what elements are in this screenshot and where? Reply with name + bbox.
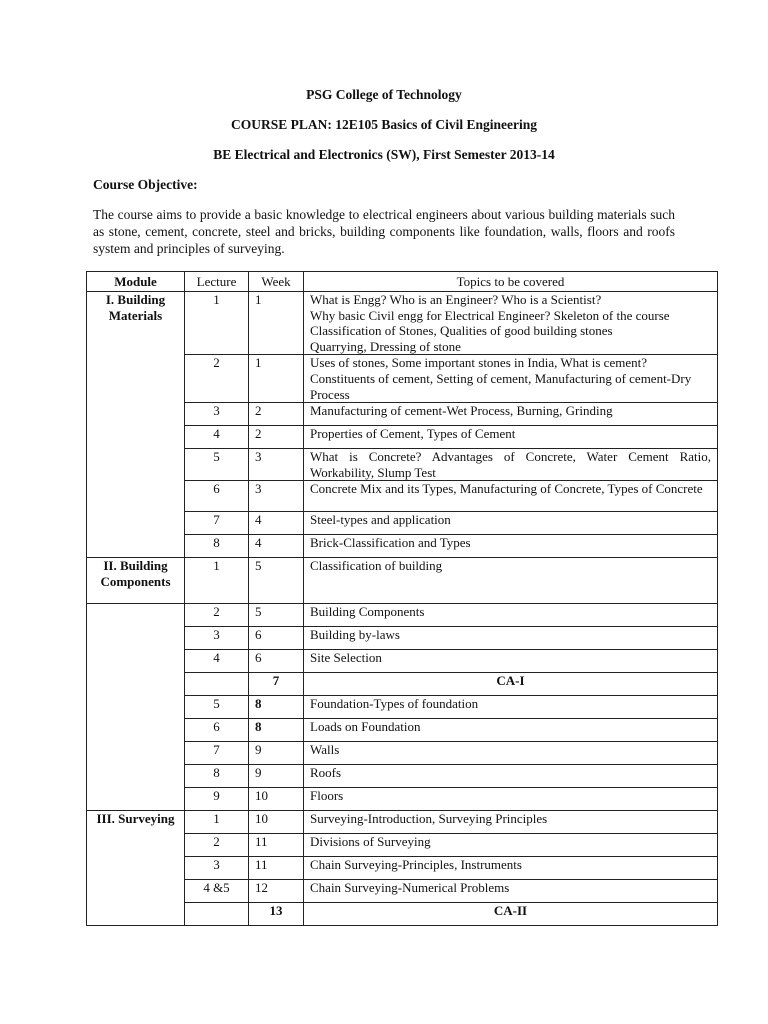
week-cell: 10 — [249, 788, 304, 811]
topics-cell — [304, 512, 718, 535]
topic-text: Chain Surveying-Numerical Problems — [310, 880, 510, 896]
institution-title: PSG College of Technology — [306, 87, 462, 102]
week-cell: 6 — [249, 650, 304, 673]
week-cell: 10 — [249, 811, 304, 834]
topics-cell — [304, 765, 718, 788]
week-cell: 1 — [249, 292, 304, 355]
topic-text: Quarrying, Dressing of stone — [310, 338, 461, 354]
lecture-cell: 2 — [185, 834, 249, 857]
topic-text: Loads on Foundation — [310, 719, 421, 735]
topics-cell — [304, 857, 718, 880]
lecture-cell: 2 — [185, 355, 249, 403]
week-cell: 11 — [249, 857, 304, 880]
lecture-cell: 3 — [185, 403, 249, 426]
topics-cell — [304, 811, 718, 834]
topics-cell — [304, 604, 718, 627]
lecture-cell: 6 — [185, 481, 249, 512]
topic-text: Chain Surveying-Principles, Instruments — [310, 857, 522, 873]
lecture-cell: 3 — [185, 627, 249, 650]
week-cell: 12 — [249, 880, 304, 903]
topic-text: What is Concrete? Advantages of Concrete, Water Cement Ratio, Workability, Slump Test — [310, 449, 711, 480]
topics-cell — [304, 788, 718, 811]
week-cell: 8 — [249, 719, 304, 742]
lecture-cell: 7 — [185, 512, 249, 535]
lecture-cell: 5 — [185, 449, 249, 481]
topic-text: Floors — [310, 788, 344, 804]
header-week: Week — [249, 272, 304, 292]
module-cell: III. Surveying — [87, 811, 185, 926]
program-title: BE Electrical and Electronics (SW), First Semester 2013-14 — [213, 147, 555, 162]
header-lecture: Lecture — [185, 272, 249, 292]
module-cell — [87, 604, 185, 811]
objective-text: The course aims to provide a basic knowledge to electrical engineers about various building materials such as stone, cement, concrete, steel and bricks, building components like foundation, walls, floors and roofs system and principles of surveying. — [93, 207, 675, 256]
topic-text: Manufacturing of cement-Wet Process, Burning, Grinding — [310, 403, 613, 419]
lecture-cell: 5 — [185, 696, 249, 719]
week-cell: 8 — [249, 696, 304, 719]
lecture-cell: 4 — [185, 426, 249, 449]
topic-text: Why basic Civil engg for Electrical Engineer? Skeleton of the course — [310, 307, 670, 323]
topic-text: Foundation-Types of foundation — [310, 696, 479, 712]
course-plan-title: COURSE PLAN: 12E105 Basics of Civil Engineering — [230, 117, 538, 132]
week-cell: 2 — [249, 403, 304, 426]
week-cell: 9 — [249, 742, 304, 765]
lecture-cell: 9 — [185, 788, 249, 811]
table-row — [87, 558, 718, 604]
week-cell: 5 — [249, 604, 304, 627]
topic-text: Walls — [310, 742, 340, 758]
topic-text: What is Engg? Who is an Engineer? Who is a Scientist? — [310, 292, 602, 307]
topics-cell — [304, 535, 718, 558]
table-row — [87, 811, 718, 834]
lecture-cell: 2 — [185, 604, 249, 627]
lecture-cell — [185, 903, 249, 926]
week-cell: 6 — [249, 627, 304, 650]
topics-cell — [304, 449, 718, 481]
topic-text: Classification of Stones, Qualities of good building stones — [310, 323, 613, 339]
objective-heading: Course Objective: — [93, 177, 198, 192]
topics-cell — [304, 880, 718, 903]
assessment-cell: CA-I — [304, 673, 718, 696]
topics-cell — [304, 719, 718, 742]
lecture-cell: 1 — [185, 558, 249, 604]
topics-cell — [304, 650, 718, 673]
lecture-cell: 3 — [185, 857, 249, 880]
lecture-cell: 4 — [185, 650, 249, 673]
lecture-cell: 8 — [185, 535, 249, 558]
topics-cell — [304, 481, 718, 512]
module-cell: II. Building Components — [87, 558, 185, 604]
topics-cell — [304, 834, 718, 857]
topic-text: Uses of stones, Some important stones in India, What is cement? Constituents of cement, Setting of cement, Manufacturing of cement-Dry Process — [310, 355, 692, 402]
week-cell: 1 — [249, 355, 304, 403]
week-cell: 9 — [249, 765, 304, 788]
topic-text: Surveying-Introduction, Surveying Principles — [310, 811, 548, 827]
course-plan-table — [86, 271, 718, 926]
topic-text: Site Selection — [310, 650, 382, 666]
topic-text: Brick-Classification and Types — [310, 535, 471, 551]
table-body — [87, 292, 718, 926]
topics-cell — [304, 696, 718, 719]
header-module: Module — [87, 272, 185, 292]
module-cell: I. Building Materials — [87, 292, 185, 558]
lecture-cell: 6 — [185, 719, 249, 742]
topics-cell — [304, 292, 718, 355]
week-cell: 5 — [249, 558, 304, 604]
week-cell: 11 — [249, 834, 304, 857]
topic-text: Classification of building — [310, 558, 443, 574]
topics-cell — [304, 558, 718, 604]
week-cell: 4 — [249, 535, 304, 558]
topic-text: Building Components — [310, 604, 425, 620]
topic-text: Roofs — [310, 765, 342, 781]
week-cell: 2 — [249, 426, 304, 449]
topics-cell — [304, 403, 718, 426]
lecture-cell: 1 — [185, 292, 249, 355]
topics-cell — [304, 426, 718, 449]
lecture-cell: 1 — [185, 811, 249, 834]
week-cell: 4 — [249, 512, 304, 535]
topics-cell — [304, 355, 718, 403]
assessment-cell: CA-II — [304, 903, 718, 926]
topic-text: Building by-laws — [310, 627, 400, 643]
topic-text: Properties of Cement, Types of Cement — [310, 426, 516, 442]
week-cell: 7 — [249, 673, 304, 696]
week-cell: 3 — [249, 481, 304, 512]
topic-text: Concrete Mix and its Types, Manufacturing of Concrete, Types of Concrete — [310, 481, 703, 497]
lecture-cell: 8 — [185, 765, 249, 788]
week-cell: 13 — [249, 903, 304, 926]
lecture-cell — [185, 673, 249, 696]
table-header-row — [87, 272, 718, 292]
header-topics: Topics to be covered — [304, 272, 718, 292]
table-row — [87, 604, 718, 627]
topics-cell — [304, 742, 718, 765]
topic-text: Divisions of Surveying — [310, 834, 431, 850]
table-row — [87, 292, 718, 355]
lecture-cell: 4 &5 — [185, 880, 249, 903]
topics-cell — [304, 627, 718, 650]
week-cell: 3 — [249, 449, 304, 481]
topic-text: Steel-types and application — [310, 512, 451, 528]
lecture-cell: 7 — [185, 742, 249, 765]
